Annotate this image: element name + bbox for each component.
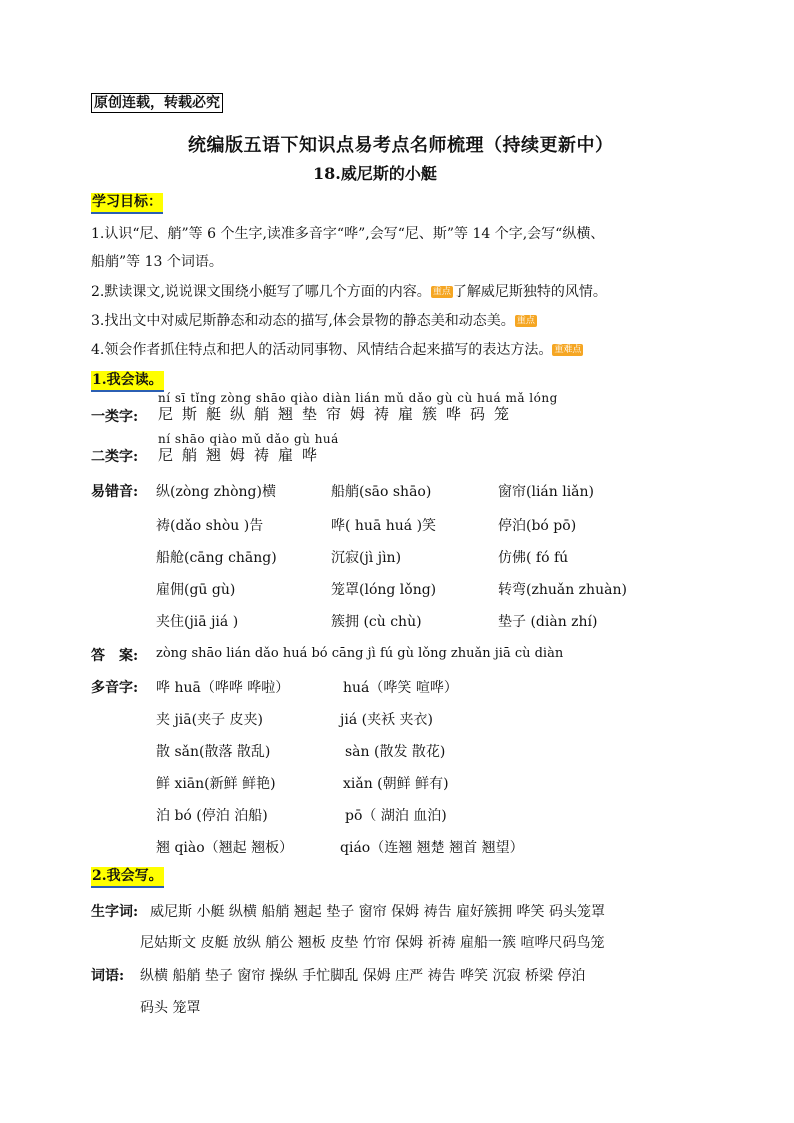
mistake-r1c1: 纵(zòng zhòng)横 [156,484,276,500]
write-heading: 2.我会写。 [91,867,164,888]
key-hard-tag: 重难点 [554,345,582,355]
poly-r3c1: 散 sǎn(散落 散乱) [156,744,271,760]
poly-r4c1: 鲜 xiān(新鲜 鲜艳) [156,776,276,792]
class1-pinyin: ní sī tǐng zòng shāo qiào diàn lián mǔ dǎo gù cù huá mǎ lóng [158,391,558,405]
answer-label: 答 案: [91,648,139,664]
poly-r1c2: huá（哗笑 喧哗） [343,680,458,696]
copyright-banner: 原创连载，转载必究 [91,93,223,113]
key-tag: 重点 [432,287,451,297]
goals-heading: 学习目标： [91,193,163,214]
mistake-r2c3: 停泊(bó pō) [498,518,577,534]
vocab-label: 词语: [91,968,125,984]
class2-pinyin: ní shāo qiào mǔ dǎo gù huá [158,432,339,446]
mistake-r1c2: 船艄(sāo shāo) [331,484,432,500]
goal-3 [91,312,537,330]
class1-label: 一类字: [91,409,139,425]
read-heading: 1.我会读。 [91,371,164,392]
goal-2-tail: 了解威尼斯独特的风情。 [452,284,607,300]
mistake-r2c1: 祷(dǎo shòu )告 [156,518,264,534]
vocab-line1: 纵横 船艄 垫子 窗帘 操纵 手忙脚乱 保姆 庄严 祷告 哗笑 沉寂 桥梁 停泊 [140,968,586,984]
poly-r1c1: 哗 huā（哗哗 哗啦） [156,680,290,696]
words-line1: 威尼斯 小艇 纵横 船艄 翘起 垫子 窗帘 保姆 祷告 雇好簇拥 哗笑 码头笼罩 [150,904,605,920]
mistake-r4c2: 笼罩(lóng lǒng) [331,582,437,598]
poly-r5c2: pō（ 湖泊 血泊) [345,808,447,824]
class2-label: 二类字: [91,449,139,465]
goal-4-text: 4.领会作者抓住特点和把人的活动同事物、风情结合起来描写的表达方法。 [91,342,553,358]
mistake-r3c3: 仿佛( fó fú [498,550,569,566]
mistake-r2c2: 哗( huā huá )笑 [331,518,437,534]
words-label: 生字词: [91,904,139,920]
poly-r2c2: jiá (夹袄 夹衣) [340,712,433,728]
lesson-title: 18.威尼斯的小艇 [313,164,437,183]
mistake-r1c3: 窗帘(lián liǎn) [498,484,595,500]
goal-2 [91,283,607,301]
poly-r5c1: 泊 bó (停泊 泊船) [156,808,268,824]
poly-r2c1: 夹 jiā(夹子 皮夹) [156,712,263,728]
key-tag: 重点 [516,316,535,326]
class2-chars: 尼艄翘姆祷雇哗 [158,446,327,464]
goal-1-line1: 1.认识“尼、艄”等 6 个生字,读准多音字“哗”,会写“尼、斯”等 14 个字,会写“纵横、 [91,226,605,242]
mistakes-label: 易错音: [91,484,139,500]
mistake-r3c2: 沉寂(jì jìn) [331,550,402,566]
page-title: 统编版五语下知识点易考点名师梳理（持续更新中） [188,135,614,156]
goal-1-line2: 船艄”等 13 个词语。 [91,254,223,270]
mistake-r5c2: 簇拥 (cù chù) [331,614,422,630]
mistake-r5c1: 夹住(jiā jiá ) [156,614,239,630]
poly-r3c2: sàn (散发 散花) [345,744,446,760]
poly-r6c2: qiáo（连翘 翘楚 翘首 翘望） [340,840,524,856]
class1-chars: 尼斯艇纵艄翘垫帘姆祷雇簇哗码笼 [158,405,519,423]
mistake-r5c3: 垫子 (diàn zhí) [498,614,598,630]
poly-r6c1: 翘 qiào（翘起 翘板） [156,840,294,856]
poly-label: 多音字: [91,680,139,696]
mistake-r4c1: 雇佣(gū gù) [156,582,236,598]
mistake-r4c3: 转弯(zhuǎn zhuàn) [498,582,627,598]
answer-text: zòng shāo lián dǎo huá bó cāng jì fú gù lǒng zhuǎn jiā cù diàn [156,646,564,661]
goal-2-text: 2.默读课文,说说课文围绕小艇写了哪几个方面的内容。 [91,284,431,300]
vocab-line2: 码头 笼罩 [140,1000,201,1016]
poly-r4c2: xiǎn (朝鲜 鲜有) [343,776,449,792]
words-line2: 尼姑斯文 皮艇 放纵 艄公 翘板 皮垫 竹帘 保姆 祈祷 雇船一簇 喧哗尺码鸟笼 [140,935,605,951]
goal-3-text: 3.找出文中对威尼斯静态和动态的描写,体会景物的静态美和动态美。 [91,313,515,329]
goal-4 [91,341,583,359]
mistake-r3c1: 船舱(cāng chāng) [156,550,277,566]
